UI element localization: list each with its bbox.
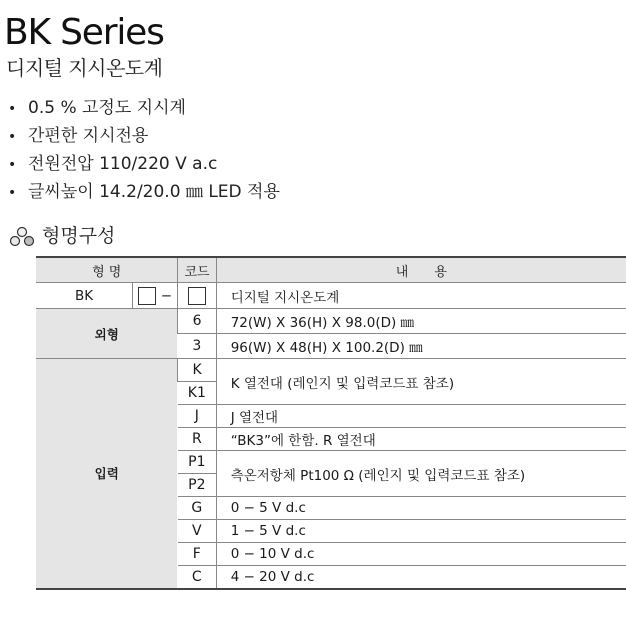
- size-content: 96(W) X 48(H) X 100.2(D) ㎜: [216, 334, 626, 359]
- input-content: 0 − 10 V d.c: [216, 543, 626, 566]
- model-content: 디지털 지시온도계: [216, 283, 626, 309]
- input-code: F: [178, 543, 216, 566]
- bullet-icon: •: [8, 101, 17, 117]
- input-code: P1: [178, 451, 216, 474]
- size-label: 외형: [36, 309, 178, 359]
- size-content: 72(W) X 36(H) X 98.0(D) ㎜: [216, 309, 626, 334]
- table-header-row: [36, 257, 626, 283]
- feature-text: 0.5 % 고정도 지시계: [28, 98, 186, 118]
- input-code: V: [178, 520, 216, 543]
- feature-text: 전원전압 110/220 V a.c: [28, 154, 218, 174]
- input-content: 0 − 5 V d.c: [216, 497, 626, 520]
- feature-item: [8, 94, 280, 122]
- table-row: [36, 283, 626, 309]
- feature-text: 글씨높이 14.2/20.0 ㎜ LED 적용: [28, 182, 280, 202]
- model-spec-table: [36, 256, 626, 590]
- input-content: 1 − 5 V d.c: [216, 520, 626, 543]
- model-dash: −: [160, 287, 173, 304]
- section-heading: [8, 222, 115, 250]
- model-code-box: [133, 283, 178, 309]
- bullet-icon: •: [8, 157, 17, 173]
- input-code: C: [178, 566, 216, 589]
- input-content: “BK3”에 한함. R 열전대: [216, 428, 626, 451]
- feature-list: [8, 94, 280, 206]
- header-content: 내 용: [216, 257, 626, 283]
- bullet-icon: •: [8, 129, 17, 145]
- model-code: BK: [36, 283, 133, 309]
- input-content: 4 − 20 V d.c: [216, 566, 626, 589]
- feature-item: [8, 150, 280, 178]
- page-subtitle: 디지털 지시온도계: [6, 56, 163, 80]
- feature-text: 간편한 지시전용: [28, 126, 149, 146]
- bullet-icon: •: [8, 185, 17, 201]
- feature-item: [8, 178, 280, 206]
- header-model: 형 명: [36, 257, 178, 283]
- code-box: [188, 287, 206, 305]
- input-content: 측온저항체 Pt100 Ω (레인지 및 입력코드표 참조): [216, 451, 626, 497]
- input-code: K: [178, 359, 216, 382]
- header-code: 코드: [178, 257, 216, 283]
- input-code: K1: [178, 382, 216, 405]
- input-content: J 열전대: [216, 405, 626, 428]
- page-title: BK Series: [4, 12, 164, 53]
- input-code: G: [178, 497, 216, 520]
- table-row: [36, 309, 626, 334]
- code-box: [138, 287, 156, 305]
- section-title: 형명구성: [42, 225, 116, 247]
- three-circles-icon: [8, 226, 42, 248]
- input-code: R: [178, 428, 216, 451]
- size-code: 3: [178, 334, 216, 359]
- input-label: 입력: [36, 359, 178, 589]
- input-code: J: [178, 405, 216, 428]
- code-cell: [178, 283, 216, 309]
- size-code: 6: [178, 309, 216, 334]
- input-content: K 열전대 (레인지 및 입력코드표 참조): [216, 359, 626, 405]
- input-code: P2: [178, 474, 216, 497]
- table-row: [36, 359, 626, 382]
- feature-item: [8, 122, 280, 150]
